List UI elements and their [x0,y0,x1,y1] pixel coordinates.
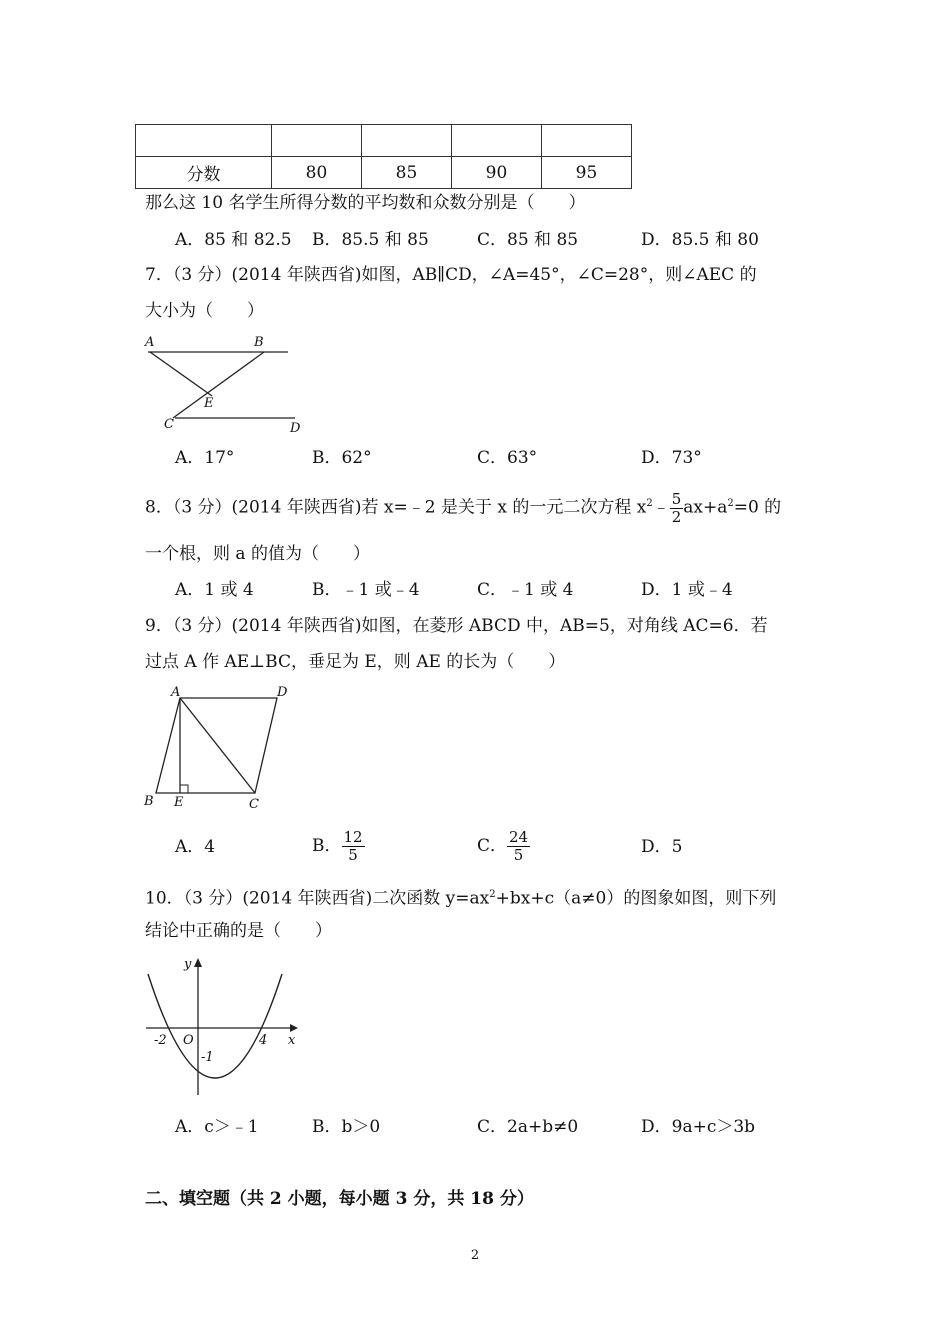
right-angle-mark [180,785,188,793]
q8-option-a: A．1 或 4 [175,580,254,600]
q8-option-d: D．1 或﹣4 [641,580,733,600]
q10-suffix: +bx+c（a≠0）的图象如图，则下列 [495,888,777,909]
q9-line2: 过点 A 作 AE⊥BC，垂足为 E，则 AE 的长为（ ） [145,652,566,672]
q8-line1 [145,484,781,528]
q10-prefix: 10．（3 分）(2014 年陕西省)二次函数 y=ax [145,888,490,909]
label-origin: O [183,1033,194,1048]
label-c: C [164,417,174,432]
q9-option-c-label: C． [477,836,508,856]
q7-option-c: C．63° [477,448,538,468]
q8-sup1: 2 [646,498,653,509]
segment-ae [150,352,212,396]
parabola [148,974,282,1078]
q7-line2: 大小为（ ） [145,301,264,321]
label-neg2: -2 [154,1033,167,1048]
q8-frac-num: 5 [671,489,682,508]
y-axis-arrow [194,958,202,967]
rhombus-abcd [156,698,277,793]
q6-text: 那么这 10 名学生所得分数的平均数和众数分别是（ ） [145,193,586,213]
q9-figure [140,682,300,812]
q7-option-b: B．62° [312,448,372,468]
q8-option-b: B．﹣1 或﹣4 [312,580,420,600]
q9-option-c [477,826,530,866]
q7-option-d: D．73° [641,448,702,468]
q6-option-a: A．85 和 82.5 [175,230,292,250]
label-d: D [290,421,301,436]
label-b: B [144,794,154,809]
table-row-label: 分数 [136,157,272,189]
section-title: 二、填空题（共 2 小题，每小题 3 分，共 18 分） [145,1189,534,1209]
q6-option-c: C．85 和 85 [477,230,579,250]
q6-option-d: D．85.5 和 80 [641,230,759,250]
table-row [136,157,632,189]
q8-suffix: =0 的 [733,497,782,518]
frac-den: 5 [348,846,358,864]
q8-option-c: C．﹣1 或 4 [477,580,574,600]
label-a: A [145,335,155,350]
label-c: C [249,797,259,812]
table-cell [542,125,632,157]
q9-option-b-fraction [342,829,365,864]
table-cell [452,125,542,157]
q6-option-b: B．85.5 和 85 [312,230,429,250]
page-number: 2 [470,1248,480,1263]
table-cell [272,125,362,157]
frac-den: 5 [513,846,524,864]
q9-option-b [312,826,365,866]
segment-bc [173,352,264,418]
label-a: A [171,685,181,700]
diagonal-ac [180,698,255,793]
frac-num: 12 [343,828,363,846]
x-axis-arrow [290,1024,298,1032]
q7-figure [140,330,310,438]
q9-option-a: A．4 [175,837,216,857]
q10-line2: 结论中正确的是（ ） [145,921,332,941]
q8-sup2: 2 [727,498,734,509]
table-row [136,125,632,157]
label-b: B [254,335,264,350]
label-4: 4 [259,1033,268,1048]
table-cell: 80 [272,157,362,189]
frac-num: 24 [509,828,529,846]
label-x: x [288,1033,296,1048]
label-d: D [277,685,288,700]
q9-option-d: D．5 [641,837,683,857]
q10-option-a: A．c＞﹣1 [175,1117,259,1137]
q9-option-b-label: B． [312,836,342,856]
table-cell [136,125,272,157]
q7-line1: 7．（3 分）(2014 年陕西省)如图，AB∥CD，∠A=45°，∠C=28°，则∠AEC 的 [145,265,757,285]
q10-sup: 2 [489,889,496,900]
q7-option-a: A．17° [175,448,235,468]
label-e: E [204,396,214,411]
table-cell: 90 [452,157,542,189]
q10-line1 [145,884,776,910]
label-e: E [174,795,184,810]
q8-fraction [670,491,684,526]
q8-frac-den: 2 [671,507,682,526]
label-neg1: -1 [201,1050,214,1065]
q9-line1: 9．（3 分）(2014 年陕西省)如图，在菱形 ABCD 中，AB=5，对角线 AC=6．若 [145,616,768,636]
q10-option-c: C．2a+b≠0 [477,1117,579,1137]
q8-mid: ax+a [683,497,728,518]
table-cell [362,125,452,157]
label-y: y [184,957,192,972]
q8-line2: 一个根，则 a 的值为（ ） [145,544,370,564]
q10-option-d: D．9a+c＞3b [641,1117,756,1137]
q9-option-c-fraction [507,829,530,864]
q8-minus: ﹣ [652,497,670,518]
table-cell: 85 [362,157,452,189]
q10-figure [140,952,310,1100]
score-table [135,124,632,189]
q10-option-b: B．b＞0 [312,1117,381,1137]
table-cell: 95 [542,157,632,189]
q8-prefix: 8．（3 分）(2014 年陕西省)若 x=﹣2 是关于 x 的一元二次方程 x [145,497,647,518]
